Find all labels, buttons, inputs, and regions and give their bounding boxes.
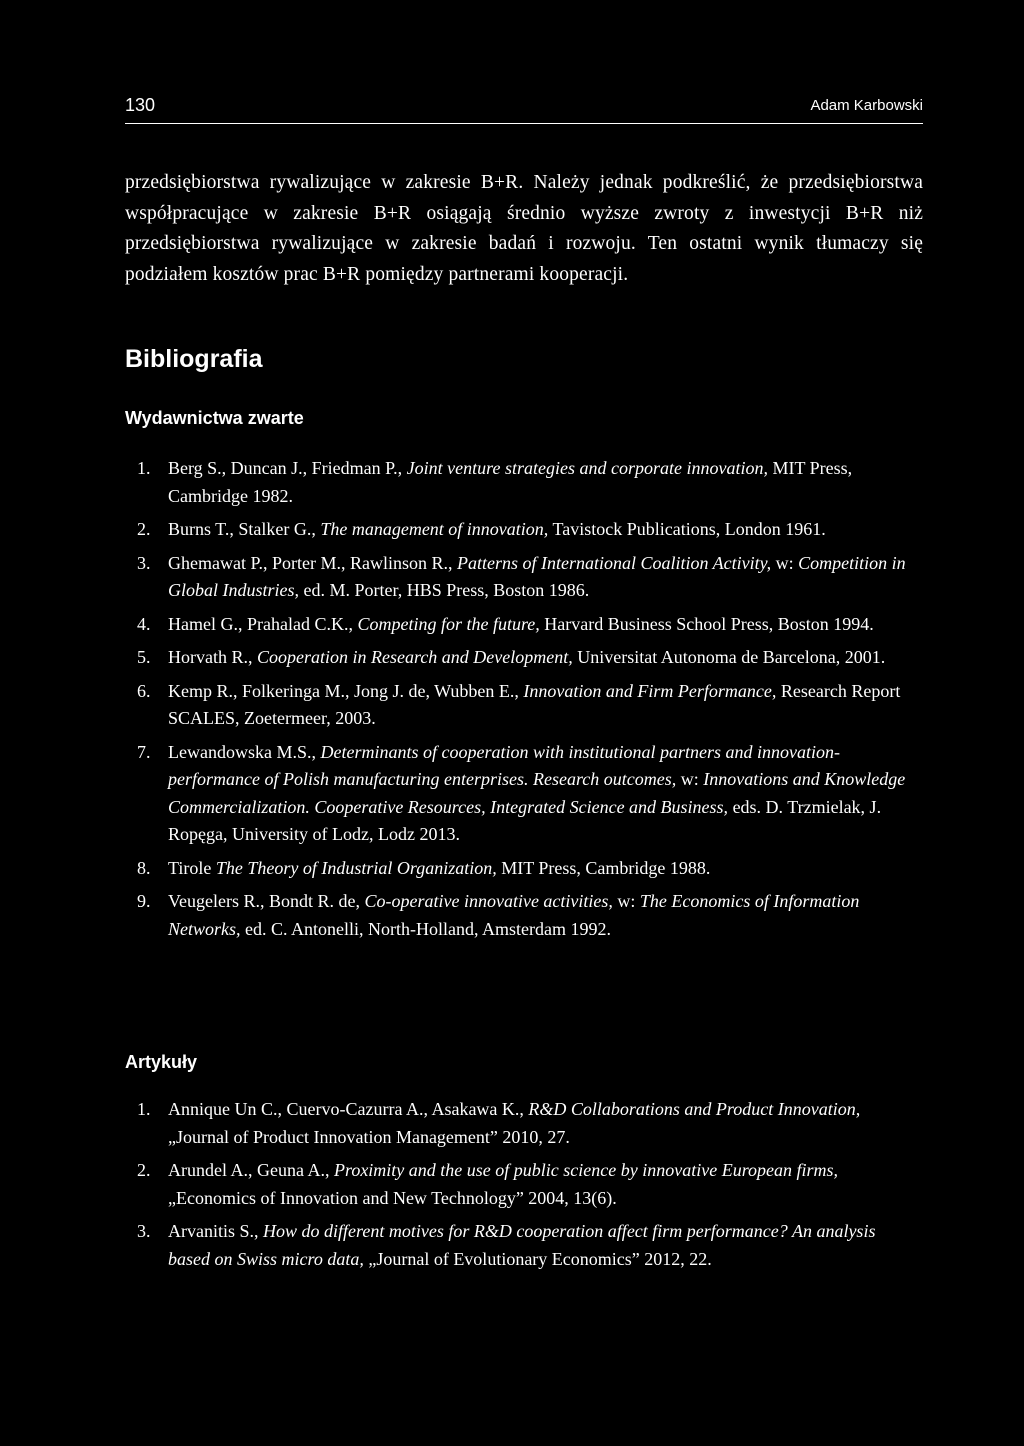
- page-number: 130: [125, 95, 156, 115]
- running-author: Adam Karbowski: [810, 97, 923, 114]
- reference-item: 1. Berg S., Duncan J., Friedman P., Joint venture strategies and corporate innovation, MIT Press, Cambridge 1982.: [137, 458, 853, 506]
- articles-heading: Artykuły: [125, 1052, 198, 1072]
- reference-item: 6. Kemp R., Folkeringa M., Jong J. de, Wubben E., Innovation and Firm Performance, Research Report SCALES, Zoetermeer, 2003.: [137, 680, 901, 728]
- reference-item: 3. Ghemawat P., Porter M., Rawlinson R., Patterns of International Coalition Activity, w: Competition in Global Industries, ed. M. Porter, HBS Press, Boston 1986.: [137, 552, 906, 600]
- reference-item: 2. Burns T., Stalker G., The management of innovation, Tavistock Publications, London 1961.: [137, 519, 826, 539]
- reference-item: 1. Annique Un C., Cuervo-Cazurra A., Asakawa K., R&D Collaborations and Product Innovation, „Journal of Product Innovation Management” 2010, 27.: [137, 1099, 861, 1147]
- reference-item: 9. Veugelers R., Bondt R. de, Co-operative innovative activities, w: The Economics of Information Networks, ed. C. Antonelli, North-Holland, Amsterdam 1992.: [137, 891, 860, 939]
- section-title: Bibliografia: [125, 345, 263, 373]
- running-header: [125, 95, 923, 124]
- reference-item: 3. Arvanitis S., How do different motives for R&D cooperation affect firm performance? An analysis based on Swiss micro data, „Journal of Evolutionary Economics” 2012, 22.: [137, 1221, 876, 1269]
- reference-item: 4. Hamel G., Prahalad C.K., Competing for the future, Harvard Business School Press, Boston 1994.: [137, 613, 874, 634]
- reference-item: 7. Lewandowska M.S., Determinants of cooperation with institutional partners and innovation-performance of Polish manufacturing enterprises. Research outcomes, w: Innovations and Knowledge Commercialization. Cooperative Resources, Integrated Science and Business, eds. D. Trzmielak, J. Ropęga, University of Lodz, Lodz 2013.: [137, 741, 906, 844]
- reference-item: 5. Horvath R., Cooperation in Research and Development, Universitat Autonoma de Barcelona, 2001.: [137, 647, 886, 667]
- articles-list: [125, 1096, 915, 1279]
- books-heading: Wydawnictwa zwarte: [125, 408, 304, 428]
- reference-item: 2. Arundel A., Geuna A., Proximity and the use of public science by innovative European firms, „Economics of Innovation and New Technology” 2004, 13(6).: [137, 1160, 839, 1208]
- intro-paragraph: przedsiębiorstwa rywalizujące w zakresie B+R. Należy jednak podkreślić, że przedsiębiorstwa współpracujące w zakresie B+R osiągają średnio wyższe zwroty z inwestycji B+R niż przedsiębiorstwa rywalizujące w zakresie badań i rozwoju. Ten ostatni wynik tłumaczy się podziałem kosztów prac B+R pomiędzy partnerami kooperacji.: [125, 172, 923, 285]
- reference-item: 8. Tirole The Theory of Industrial Organization, MIT Press, Cambridge 1988.: [137, 857, 711, 878]
- books-list: [125, 455, 915, 949]
